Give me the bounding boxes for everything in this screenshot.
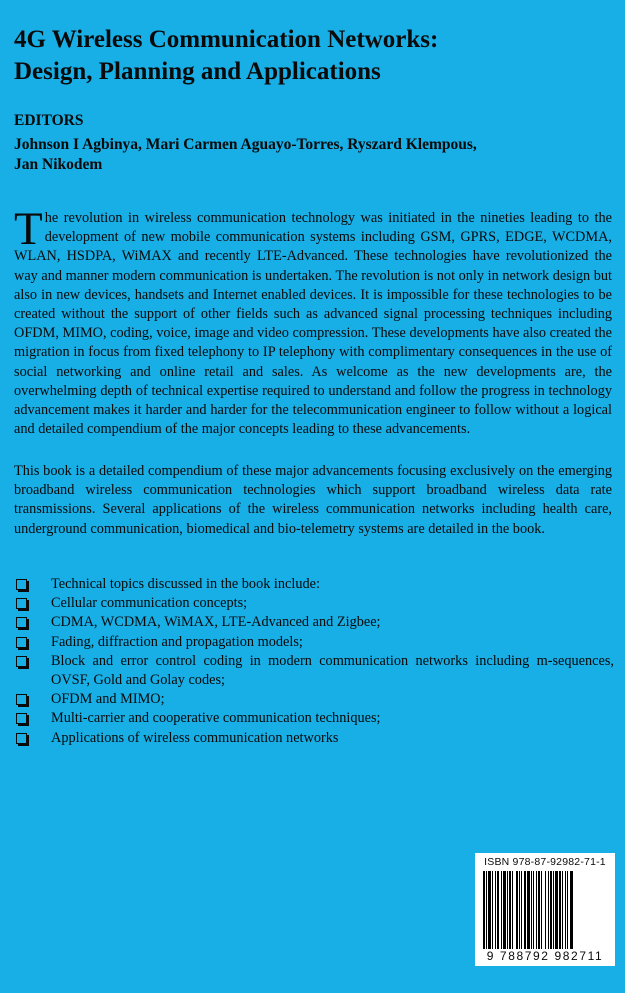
barcode-bars-icon — [483, 871, 607, 949]
list-item: Cellular communication concepts; — [14, 594, 614, 613]
editors-line-2: Jan Nikodem — [14, 156, 103, 173]
list-item: Multi-carrier and cooperative communication techniques; — [14, 709, 614, 728]
checkbox-bullet-icon — [16, 713, 27, 724]
checkbox-bullet-icon — [16, 598, 27, 609]
title-line-2: Design, Planning and Applications — [14, 58, 381, 85]
editors-line-1: Johnson I Agbinya, Mari Carmen Aguayo-Torres, Ryszard Klempous, — [14, 136, 477, 153]
intro-paragraph-text: he revolution in wireless communication technology was initiated in the nineties leading to the development of new mobile communication systems including GSM, GPRS, EDGE, WCDMA, WLAN, HSDPA, WiMAX and recently LTE-Advanced. These technologies have revolutionized the way and manner modern communication is undertaken. The revolution is not only in network design but also in new devices, handsets and Internet enabled devices. It is impossible for these technologies to be created without the support of other fields such as advanced signal processing techniques including OFDM, MIMO, coding, voice, image and video compression. These developments have also created the migration in focus from fixed telephony to IP telephony with complimentary consequences in the use of social networking and online retail and sales. As welcome as the new developments are, the overwhelming depth of technical expertise required to understand and follow the progress in technology advancement makes it harder and harder for the telecommunication engineer to follow without a logical and detailed compendium of the major concepts leading to these advancements. — [14, 210, 612, 438]
list-item: CDMA, WCDMA, WiMAX, LTE-Advanced and Zigbee; — [14, 613, 614, 632]
checkbox-bullet-icon — [16, 579, 27, 590]
checkbox-bullet-icon — [16, 733, 27, 744]
list-item: OFDM and MIMO; — [14, 690, 614, 709]
list-item: Block and error control coding in modern communication networks including m-sequences, OVSF, Gold and Golay codes; — [14, 652, 614, 690]
drop-cap: T — [14, 203, 43, 255]
list-item: Fading, diffraction and propagation models; — [14, 633, 614, 652]
checkbox-bullet-icon — [16, 694, 27, 705]
list-item: Technical topics discussed in the book include: — [14, 575, 614, 594]
topics-list — [14, 575, 614, 748]
intro-paragraph — [14, 203, 612, 439]
isbn-label: ISBN 978-87-92982-71-1 — [484, 856, 606, 868]
title-line-1: 4G Wireless Communication Networks: — [14, 26, 439, 53]
list-item: Applications of wireless communication networks — [14, 729, 614, 748]
checkbox-bullet-icon — [16, 617, 27, 628]
barcode-digits: 9 788792 982711 — [486, 949, 604, 963]
editors-names — [14, 135, 614, 175]
checkbox-bullet-icon — [16, 656, 27, 667]
summary-paragraph: This book is a detailed compendium of these major advancements focusing exclusively on the emerging broadband wireless communication technologies which support broadband wireless data rate transmissions. Several applications of the wireless communication networks including health care, underground communication, biomedical and bio-telemetry systems are detailed in the book. — [14, 463, 612, 537]
isbn-barcode — [475, 853, 615, 966]
editors-heading: EDITORS — [14, 112, 84, 129]
book-title — [14, 24, 614, 88]
checkbox-bullet-icon — [16, 637, 27, 648]
